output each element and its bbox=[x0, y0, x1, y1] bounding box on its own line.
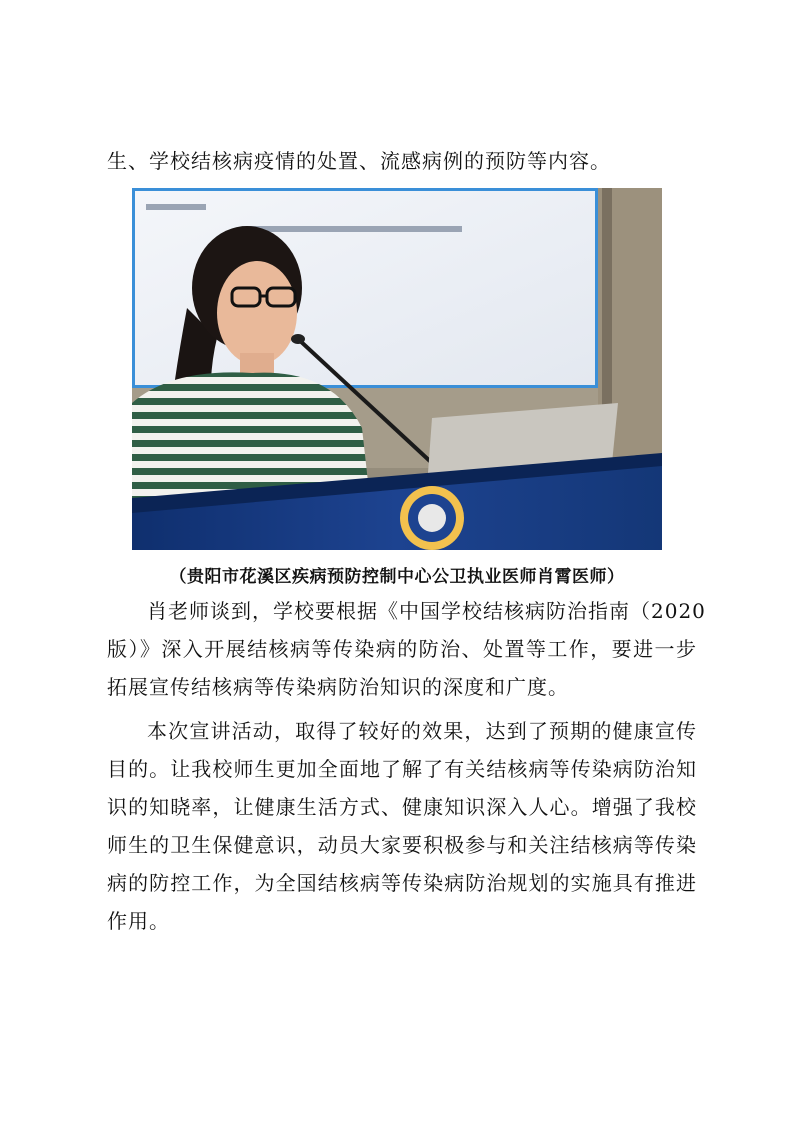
paragraph-line: 肖老师谈到，学校要根据《中国学校结核病防治指南（2020 bbox=[147, 599, 706, 623]
paragraph-line: 目的。让我校师生更加全面地了解了有关结核病等传染病防治知 bbox=[107, 757, 697, 781]
paragraph-line: 师生的卫生保健意识，动员大家要积极参与和关注结核病等传染 bbox=[107, 833, 697, 857]
paragraph-line: 生、学校结核病疫情的处置、流感病例的预防等内容。 bbox=[107, 149, 611, 173]
photo-caption: （贵阳市花溪区疾病预防控制中心公卫执业医师肖霄医师） bbox=[169, 567, 625, 587]
speaker-photo bbox=[132, 188, 662, 550]
paragraph-line: 识的知晓率，让健康生活方式、健康知识深入人心。增强了我校 bbox=[107, 795, 697, 819]
paragraph-line: 版）》深入开展结核病等传染病的防治、处置等工作，要进一步 bbox=[107, 637, 697, 661]
paragraph-line: 作用。 bbox=[107, 909, 170, 933]
paragraph-line: 病的防控工作，为全国结核病等传染病防治规划的实施具有推进 bbox=[107, 871, 697, 895]
paragraph-line: 拓展宣传结核病等传染病防治知识的深度和广度。 bbox=[107, 675, 569, 699]
paragraph-line: 本次宣讲活动，取得了较好的效果，达到了预期的健康宣传 bbox=[147, 719, 697, 743]
